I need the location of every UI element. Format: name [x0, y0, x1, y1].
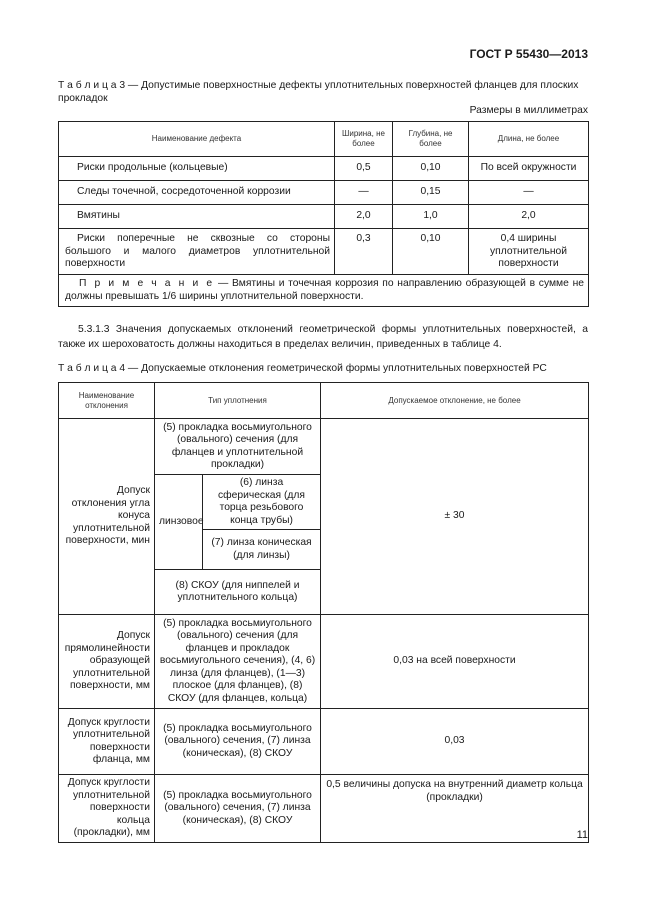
table4-row3-type: (5) прокладка восьмиугольного (овального) сечения, (7) линза (коническая), (8) СКОУ [155, 709, 321, 775]
table4 [58, 382, 589, 843]
table-row [59, 157, 589, 181]
table3-cell: 0,10 [393, 157, 469, 181]
table4-row2-value: 0,03 на всей поверхности [321, 615, 589, 709]
table3-note [59, 275, 589, 307]
table3-cell: 0,5 [335, 157, 393, 181]
table4-row3-value: 0,03 [321, 709, 589, 775]
table3-cell: 1,0 [393, 205, 469, 229]
table4-row4-name: Допуск круглости уплотнительной поверхности кольца (прокладки), мм [59, 775, 155, 843]
document-code: ГОСТ Р 55430—2013 [469, 47, 588, 61]
table4-row3-name: Допуск круглости уплотнительной поверхности фланца, мм [59, 709, 155, 775]
table3-cell: Вмятины [59, 205, 335, 229]
table4-row1-value: ± 30 [321, 419, 589, 615]
table3-cell: 0,10 [393, 229, 469, 275]
table3-header-depth: Глубина, не более [393, 122, 469, 157]
table3-cell: 2,0 [469, 205, 589, 229]
note-text: — Вмятины и точечная коррозия по направлению образующей в сумме не должны превышать 1/6 ширины уплотнительной поверхности. [65, 278, 584, 302]
table-row [59, 205, 589, 229]
table-row [59, 709, 589, 775]
table4-header-type: Тип уплотнения [155, 383, 321, 419]
table4-row2-type: (5) прокладка восьмиугольного (овального) сечения (для фланцев и прокладок восьмиугольного сечения), (4, 6) линза (для фланцев), (1—3) плоское (для фланцев), (8) СКОУ (для фланцев, кольца) [155, 615, 321, 709]
table3-header-defect: Наименование дефекта [59, 122, 335, 157]
table3-header-length: Длина, не более [469, 122, 589, 157]
table3-cell: 0,15 [393, 181, 469, 205]
table3-cell: Риски продольные (кольцевые) [59, 157, 335, 181]
table3-cell: По всей окружности [469, 157, 589, 181]
table4-row1-lens-label: линзовое [155, 475, 203, 570]
table4-row1-type-b: (6) линза сферическая (для торца резьбового конца трубы) [203, 475, 321, 530]
table4-row1-type-a: (5) прокладка восьмиугольного (овального) сечения (для фланцев и уплотнительной прокладки) [155, 419, 321, 475]
table3-cell: Риски поперечные не сквозные со стороны большого и малого диаметров уплотнительной поверхности [59, 229, 335, 275]
table3-cell: Следы точечной, сосредоточенной коррозии [59, 181, 335, 205]
table3-cell: 0,4 ширины уплотнительной поверхности [469, 229, 589, 275]
table3-cell: — [335, 181, 393, 205]
table4-row2-name: Допуск прямолинейности образующей уплотнительной поверхности, мм [59, 615, 155, 709]
table4-header-value: Допускаемое отклонение, не более [321, 383, 589, 419]
table4-caption: Т а б л и ц а 4 — Допускаемые отклонения геометрической формы уплотнительных поверхностей РС [58, 363, 547, 374]
table-row [59, 615, 589, 709]
table4-header-name: Наименование отклонения [59, 383, 155, 419]
table3-header-width: Ширина, не более [335, 122, 393, 157]
table-row [59, 181, 589, 205]
page-number: 11 [576, 829, 588, 841]
table4-row4-type: (5) прокладка восьмиугольного (овального) сечения, (7) линза (коническая), (8) СКОУ [155, 775, 321, 843]
paragraph-5-3-1-3: 5.3.1.3 Значения допускаемых отклонений геометрической формы уплотнительных поверхностей, а также их шероховатость должны находиться в пределах величин, приведенных в таблице 4. [58, 324, 588, 350]
table4-row4-value: 0,5 величины допуска на внутренний диаметр кольца (прокладки) [321, 775, 589, 843]
table-row [59, 419, 589, 475]
table4-row1-type-c: (7) линза коническая (для линзы) [203, 530, 321, 570]
table3-caption: Т а б л и ц а 3 — Допустимые поверхностные дефекты уплотнительных поверхностей фланцев для плоских прокладок [58, 80, 579, 104]
table4-row1-type-d: (8) СКОУ (для ниппелей и уплотнительного кольца) [155, 570, 321, 615]
table4-row1-name: Допуск отклонения угла конуса уплотнительной поверхности, мин [59, 419, 155, 615]
table3-cell: 2,0 [335, 205, 393, 229]
table3-cell: — [469, 181, 589, 205]
table-row [59, 229, 589, 275]
note-label: П р и м е ч а н и е [79, 278, 215, 289]
table-row [59, 775, 589, 843]
table3-units: Размеры в миллиметрах [469, 105, 588, 116]
table3-note-row [59, 275, 589, 307]
table3 [58, 121, 589, 307]
table3-cell: 0,3 [335, 229, 393, 275]
